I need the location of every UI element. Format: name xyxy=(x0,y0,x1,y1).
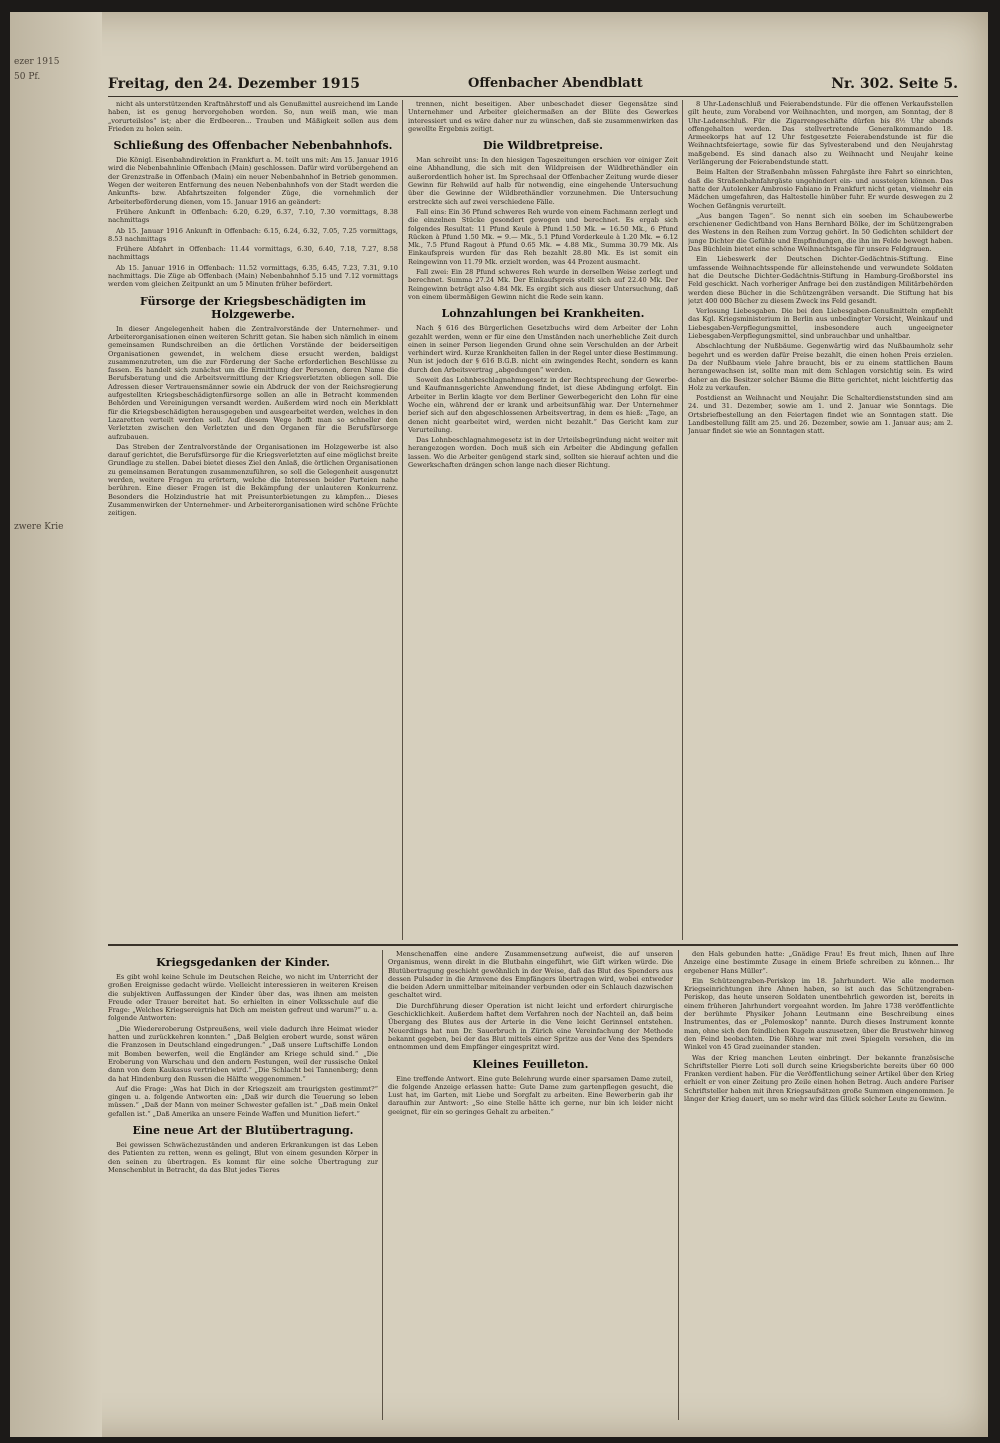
article-text: Postdienst an Weihnacht und Neujahr. Die Schalterdienststunden sind am 24. und 31. Dezember, sowie am 1. und 2. Januar wie Sonntags. Die Ortsbriefbestellung an den Feiertagen findet wie an Sonntagen statt. Die Landbestellung fällt am 25. und 26. Dezember, sowie am 1. Januar aus; am 2. Januar findet sie wie an Sonntagen statt. xyxy=(688,394,953,436)
article-text: Abschlachtung der Nußbäume. Gegenwärtig wird das Nußbaumholz sehr begehrt und es werden dafür Preise bezahlt, die einen hohen Preis erzielen. Da der Nußbaum viele Jahre braucht, bis er zu einem stattlichen Baum herangewachsen ist, sollte man mit dem Schlagen vorsichtig sein. Es wird daher an die Besitzer solcher Bäume die Bitte gerichtet, nicht leichtfertig das Holz zu verkaufen. xyxy=(688,342,953,392)
bottom-column-3 xyxy=(684,950,954,1420)
article-text: „Aus bangen Tagen“. So nennt sich ein soeben im Schaubewerbe erschienener Gedichtband von Hans Bernhard Bölke, der im Schützengraben des Westens in den Reihen zum Vorzug gehört. In 50 Gedichten schildert der junge Dichter die Gefühle und Empfindungen, die ihn im Felde bewegt haben. Das Büchlein bietet eine schöne Weihnachtsgabe für unsere Feldgrauen. xyxy=(688,211,953,254)
timetable-text: Ab 15. Januar 1916 Ankunft in Offenbach: 6.15, 6.24, 6.32, 7.05, 7.25 vormittags, 8.53 nachmittags xyxy=(108,226,398,243)
article-text: Das Lohnbeschlagnahmegesetz ist in der Urteilsbegründung nicht weiter mit herangezogen worden. Doch muß sich ein Arbeiter die Abdingung gefallen lassen. Wo die Arbeiter genügend stark sind, sollten sie hierauf achten und die Gewerkschaften drängen schon lange nach dieser Richtung. xyxy=(408,436,678,469)
timetable-text: Frühere Abfahrt in Offenbach: 11.44 vormittags, 6.30, 6.40, 7.18, 7.27, 8.58 nachmittags xyxy=(108,245,398,262)
article-headline: Die Wildbretpreise. xyxy=(482,139,603,153)
column-divider xyxy=(402,100,403,940)
article-text: Ein Liebeswerk der Deutschen Dichter-Gedächtnis-Stiftung. Eine umfassende Weihnachtsspende für alleinstehende und verwundete Soldaten hat die Deutsche Dichter-Gedächtnis-Stiftung in Hamburg-Großborstel ins Feld geschickt. Nach vorheriger Anfrage bei den zuständigen Militärbehörden werden diese Bücher in die Schützengräben versandt. Die Stiftung hat bis jetzt 400 000 Bücher zu diesem Zweck ins Feld gesandt. xyxy=(688,255,953,305)
column-1 xyxy=(108,100,398,940)
article-text: Fall eins: Ein 36 Pfund schweres Reh wurde von einem Fachmann zerlegt und die einzelnen Stücke gesondert gewogen und berechnet. Es ergab sich folgendes Resultat: 11 Pfund Keule à Pfund 1.50 Mk. = 16.50 Mk., 6 Pfund Rücken à Pfund 1.50 Mk. = 9.— Mk., 5.1 Pfund Vorderkeule à 1.20 Mk. = 6.12 Mk., 7.5 Pfund Ragout à Pfund 0.65 Mk. = 4.88 Mk., Summa 30.79 Mk. Als Einkaufspreis wurden für das Reh bezahlt 28.80 Mk. Es ist somit ein Reingewinn von 11.79 Mk. erzielt worden, was 44 Prozent ausmacht. xyxy=(408,207,678,266)
timetable-text: Frühere Ankunft in Offenbach: 6.20, 6.29, 6.37, 7.10, 7.30 vormittags, 8.38 nachmittags xyxy=(108,207,398,225)
edge-text: ezer 1915 xyxy=(14,57,60,67)
article-headline: Schließung des Offenbacher Nebenbahnhofs. xyxy=(113,139,393,153)
article-text: nicht als unterstützenden Kraftnährstoff und als Genußmittel ausreichend im Lande haben, ist es genug hervorgehoben worden. So, nun weiß man, wie man „vorurteilslos“ ist; aber die Erdbeeren... Trauben und Mäßigkeit sollen aus dem Frieden zu holen sein. xyxy=(108,100,398,133)
article-text: „Die Wiedereroberung Ostpreußens, weil viele dadurch ihre Heimat wieder hatten und zurückkehren konnten.“ „Daß Belgien erobert wurde, sonst wären die Franzosen in Deutschland eingedrungen.“ „Daß unsere Luftschiffe London mit Bomben bewerfen, weil die Engländer am Kriege schuld sind.“ „Die Eroberung von Warschau und den andern Festungen, weil der russische Onkel dann von dem Kaukasus vertrieben wird.“ „Die Schlacht bei Tannenberg; denn da hat Hindenburg den Russen die Hälfte weggenommen.“ xyxy=(108,1024,378,1083)
article-text: Man schreibt uns: In den hiesigen Tageszeitungen erschien vor einiger Zeit eine Abhandlung, die sich mit den Wildpreisen der Wildbrethändler ein außerordentlich hoher ist. Im Sprechsaal der Offenbacher Zeitung wurde dieser Gewinn für Rehwild auf halb für notwendig, eine eingehende Untersuchung über die Gewinne der Wildbrethändler vorzunehmen. Die Untersuchung erstreckte sich auf zwei verschiedene Fälle. xyxy=(408,156,678,206)
article-headline: Kleines Feuilleton. xyxy=(472,1057,589,1071)
article-text: Die Durchführung dieser Operation ist nicht leicht und erfordert chirurgische Geschicklichkeit. Außerdem haftet dem Verfahren noch der Nachteil an, daß beim Übergang des Blutes aus der Arterie in die Vene leicht Gerinnsel entstehen. Neuerdings hat nun Dr. Sauerbruch in Zürich eine Vereinfachung der Methode bekannt gegeben, bei der das Blut mittels einer Spritze aus der Vene des Spenders entnommen und dem Empfänger eingespritzt wird. xyxy=(388,1001,673,1052)
column-2 xyxy=(408,100,678,940)
column-divider xyxy=(682,100,683,940)
column-divider xyxy=(678,950,679,1420)
page-header xyxy=(108,74,958,97)
edge-text: 50 Pf. xyxy=(14,72,41,82)
article-headline: Eine neue Art der Blutübertragung. xyxy=(132,1124,354,1138)
column-3 xyxy=(688,100,953,940)
article-text: Nach § 616 des Bürgerlichen Gesetzbuchs wird dem Arbeiter der Lohn gezahlt werden, wenn er für eine den Umständen nach unerhebliche Zeit durch einen in seiner Person liegenden Grund ohne sein Verschulden an der Arbeit verhindert wird. Kurze Krankheiten fallen in der Regel unter diese Bestimmung. Nun ist jedoch der § 616 B.G.B. nicht ein zwingendes Recht, sondern es kann durch den Arbeitsvertrag „abgedungen“ werden. xyxy=(408,324,678,374)
article-text: Es gibt wohl keine Schule im Deutschen Reiche, wo nicht im Unterricht der großen Ereignisse gedacht würde. Vielleicht interessieren in weiteren Kreisen die subjektiven Auffassungen der Kinder über das, was ihnen am meisten Freude oder Trauer bereitet hat. So erhielten in einer Volksschule auf die Frage: „Welches Kriegsereignis hat Dich am meisten gefreut und warum?“ u. a. folgende Antworten: xyxy=(108,973,378,1023)
article-headline: Kriegsgedanken der Kinder. xyxy=(156,956,330,969)
article-text: In dieser Angelegenheit haben die Zentralvorstände der Unternehmer- und Arbeiterorganisationen einen weiteren Schritt getan. Sie haben sich nämlich in einem gemeinsamen Rundschreiben an die örtlichen Vorstände der beiderseitigen Organisationen gewendet, in welchem diese ersucht werden, baldigst zusammenzutreten, um die zur Förderung der Sache erforderlichen Beschlüsse zu fassen. Es handelt sich zunächst um die Ermittlung der Personen, deren Name die Berufsberatung und die Arbeitsvermittlung der Kriegsverletzten obliegen soll. Die Adressen dieser Vertrauensmänner sowie ein Abdruck der von der Reichsregierung aufgestellten Kriegsbeschädigtenfürsorge sollen an alle in Betracht kommenden Behörden und Vereinigungen versandt werden. Außerdem wird noch ein Merkblatt für die Kriegsbeschädigten herausgegeben und ausgearbeitet werden, welches in den Lazaretten verteilt werden soll. Auf diesem Wege hofft man so schneller den Verletzten zwischen den Verletzten und den Organen für die Berufsfürsorge aufzubauen. xyxy=(108,324,398,441)
timetable-text: Ab 15. Januar 1916 in Offenbach: 11.52 vormittags, 6.35, 6.45, 7.23, 7.31, 9.10 nachmittags. Die Züge ab Offenbach (Main) Nebenbahnhof 5.15 und 7.12 vormittags werden vom gleichen Zeitpunkt an um 5 Minuten früher befördert. xyxy=(108,263,398,289)
article-text: Das Streben der Zentralvorstände der Organisationen im Holzgewerbe ist also darauf gerichtet, die Berufsfürsorge für die Kriegsverletzten auf eine möglichst breite Grundlage zu stellen. Dabei bietet dieses Ziel den Anlaß, die örtlichen Organisationen zu gemeinsamen Beratungen zusammenzuführen, so soll die Gelegenheit ausgenutzt werden, weitere Fragen zu erörtern, welche die Interessen beider Parteien nahe berühren. Eine dieser Fragen ist die Bekämpfung der unlauteren Konkurrenz. Besonders die Holzindustrie hat mit Preisunterbietungen zu kämpfen... Dieses Zusammenwirken der Unternehmer- und Arbeiterorganisationen wird schöne Früchte zeitigen. xyxy=(108,442,398,518)
column-divider xyxy=(382,950,383,1420)
header-date: Freitag, den 24. Dezember 1915 xyxy=(108,76,360,92)
feuilleton-divider xyxy=(108,944,958,946)
article-text: Verlosung Liebesgaben. Die bei den Liebesgaben-Genußmitteln empfiehlt das Kgl. Kriegsministerium in Berlin aus unbedingter Vorsicht, Weinkauf und Liebesgaben-Verpflegungsmittel, insbesondere auch ungeeigneter Liebesgaben-Verpflegungsmittel, sind unbrauchbar und unhaltbar. xyxy=(688,307,953,341)
article-text: Fall zwei: Ein 28 Pfund schweres Reh wurde in derselben Weise zerlegt und berechnet. Summa 27.24 Mk. Der Einkaufspreis stellt sich auf 22.40 Mk. Der Reingewinn beträgt also 4.84 Mk. Es ergibt sich aus dieser Untersuchung, daß von einem übermäßigen Gewinn nicht die Rede sein kann. xyxy=(408,268,678,301)
binding-gutter xyxy=(10,12,102,1437)
article-text: den Hals gebunden hatte: „Gnädige Frau! Es freut mich, Ihnen auf Ihre Anzeige eine bestimmte Zusage in einem Briefe schreiben zu können... Ihr ergebener Hans Müller“. xyxy=(684,950,954,975)
header-issue: Nr. 302. Seite 5. xyxy=(831,76,958,92)
article-headline: Fürsorge der Kriegsbeschädigten im Holzgewerbe. xyxy=(140,294,366,321)
article-text: Beim Halten der Straßenbahn müssen Fahrgäste ihre Fahrt so einrichten, daß die Straßenbahnfahrgäste ungehindert ein- und aussteigen können. Das hatte der Autolenker Ambrosio Fabiano in Frankfurt nicht getan, vielmehr ein Mädchen umgefahren, das Haltestelle hinüber fuhr. Er wurde deswegen zu 2 Wochen Gefängnis verurteilt. xyxy=(688,168,953,210)
article-text: Soweit das Lohnbeschlagnahmegesetz in der Rechtsprechung der Gewerbe- und Kaufmannsgerichte Anwendung findet, ist diese Abdingung erfolgt. Ein Arbeiter in Berlin klagte vor dem Berliner Gewerbegericht den Lohn für eine Woche ein, während der er krank und arbeitsunfähig war. Der Unternehmer berief sich auf den abgeschlossenen Arbeitsvertrag, in dem es hieß: „Tage, an denen nicht gearbeitet wird, werden nicht bezahlt.“ Das Gericht kam zur Verurteilung. xyxy=(408,376,678,434)
newspaper-page xyxy=(10,12,988,1437)
article-text: Was der Krieg manchen Leuten einbringt. Der bekannte französische Schriftsteller Pierre Loti soll durch seine Kriegsberichte bereits über 60 000 Franken verdient haben. Für die Veröffentlichung seiner Artikel über den Krieg erhielt er von einer Zeitung pro Zeile einen hohen Betrag. Auch andere Pariser Schriftsteller haben mit ihren Kriegsaufsätzen große Summen eingenommen. Je länger der Krieg dauert, um so mehr wird das Glück solcher Leute zu Gewinn. xyxy=(684,1053,954,1104)
article-text: Menschenaffen eine andere Zusammensetzung aufweist, die auf unseren Organismus, wenn direkt in die Blutbahn eingeführt, wie Gift wirken würde. Die Blutübertragung geschieht gewöhnlich in der Weise, daß das Blut des Spenders aus dessen Pulsader in die Armvene des Empfängers übertragen wird, wobei entweder die beiden Adern unmittelbar miteinander verbunden oder ein Schlauch dazwischen geschaltet wird. xyxy=(388,950,673,1000)
article-text: Auf die Frage: „Was hat Dich in der Kriegszeit am traurigsten gestimmt?“ gingen u. a. folgende Antworten ein: „Daß wir durch die Teuerung so leben müssen.“ „Daß der Mann von meiner Schwester gefallen ist.“ „Daß mein Onkel gefallen ist.“ „Daß Amerika an unsere Feinde Waffen und Munition liefert.“ xyxy=(108,1084,378,1118)
header-paper-name: Offenbacher Abendblatt xyxy=(468,76,643,91)
article-text: Die Königl. Eisenbahndirektion in Frankfurt a. M. teilt uns mit: Am 15. Januar 1916 wird die Nebenbahnlinie Offenbach (Main) geschlossen. Dafür wird vorübergehend an der Grenzstraße in Offenbach (Main) ein neuer Nebenbahnhof in Betrieb genommen. Wegen der weiteren Entfernung des neuen Nebenbahnhofs von der Stadt werden die Ankunfts- bzw. Abfahrtszeiten folgender Züge, die vornehmlich der Arbeiterbeförderung dienen, vom 15. Januar 1916 an geändert: xyxy=(108,156,398,206)
bottom-column-2 xyxy=(388,950,673,1420)
article-text: Eine treffende Antwort. Eine gute Belehrung wurde einer sparsamen Dame zuteil, die folgende Anzeige erlassen hatte: Gute Dame zum gartenpflegen gesucht, die Lust hat, im Garten, mit Liebe und Sorgfalt zu arbeiten. Eine Bewerberin gab ihr daraufhin zur Antwort: „So eine Stelle hätte ich gerne, nur bin ich leider nicht geeignet, für ein so geringes Gehalt zu arbeiten.“ xyxy=(388,1074,673,1116)
article-headline: Lohnzahlungen bei Krankheiten. xyxy=(441,307,645,321)
article-text: Ein Schützengraben-Periskop im 18. Jahrhundert. Wie alle modernen Kriegseinrichtungen ihre Ahnen haben, so ist auch das Schützengraben-Periskop, das heute unseren Soldaten unentbehrlich geworden ist, bereits in einem früheren Jahrhundert vorgeahnt worden. Im Jahre 1738 veröffentlichte der berühmte Physiker Johann Leutmann eine Beschreibung eines Instrumentes, das er „Polemoskop“ nannte. Durch dieses Instrument konnte man, ohne sich den feindlichen Kugeln auszusetzen, über die Brustwehr hinweg den Feind beobachten. Die Röhre war mit zwei Spiegeln versehen, die im Winkel von 45 Grad zueinander standen. xyxy=(684,976,954,1052)
article-text: Bei gewissen Schwächezuständen und anderen Erkrankungen ist das Leben des Patienten zu retten, wenn es gelingt, Blut von einem gesunden Körper in den seinen zu übertragen. Es kommt für eine solche Übertragung zur Menschenblut in Betracht, da das Blut jedes Tieres xyxy=(108,1141,378,1174)
bottom-column-1 xyxy=(108,950,378,1420)
article-text: trennen, nicht beseitigen. Aber unbeschadet dieser Gegensätze sind Unternehmer und Arbeiter gleichermaßen an der Blüte des Gewerkes interessiert und es wäre daher nur zu wünschen, daß sie zusammenwirken das gewollte Ergebnis zeitigt. xyxy=(408,100,678,133)
article-text: 8 Uhr-Ladenschluß und Feierabendstunde. Für die offenen Verkaufsstellen gilt heute, zum Vorabend vor Weihnachten, und morgen, am Sonntag, der 8 Uhr-Ladenschluß. Für die Zigarrengeschäfte dürfen bis 8½ Uhr abends offengehalten werden. Das stellvertretende Generalkommando 18. Armeekorps hat auf 12 Uhr festgesetzte Feierabendstunde ist für die Weihnachtsfeiertage, sowie für das Sylvesterabend und den Neujahrstag maßgebend. Es sind danach also zu Weihnacht und Neujahr keine Verlängerung der Feierabendstunde statt. xyxy=(688,100,953,167)
edge-text: zwere Krie xyxy=(14,522,64,532)
